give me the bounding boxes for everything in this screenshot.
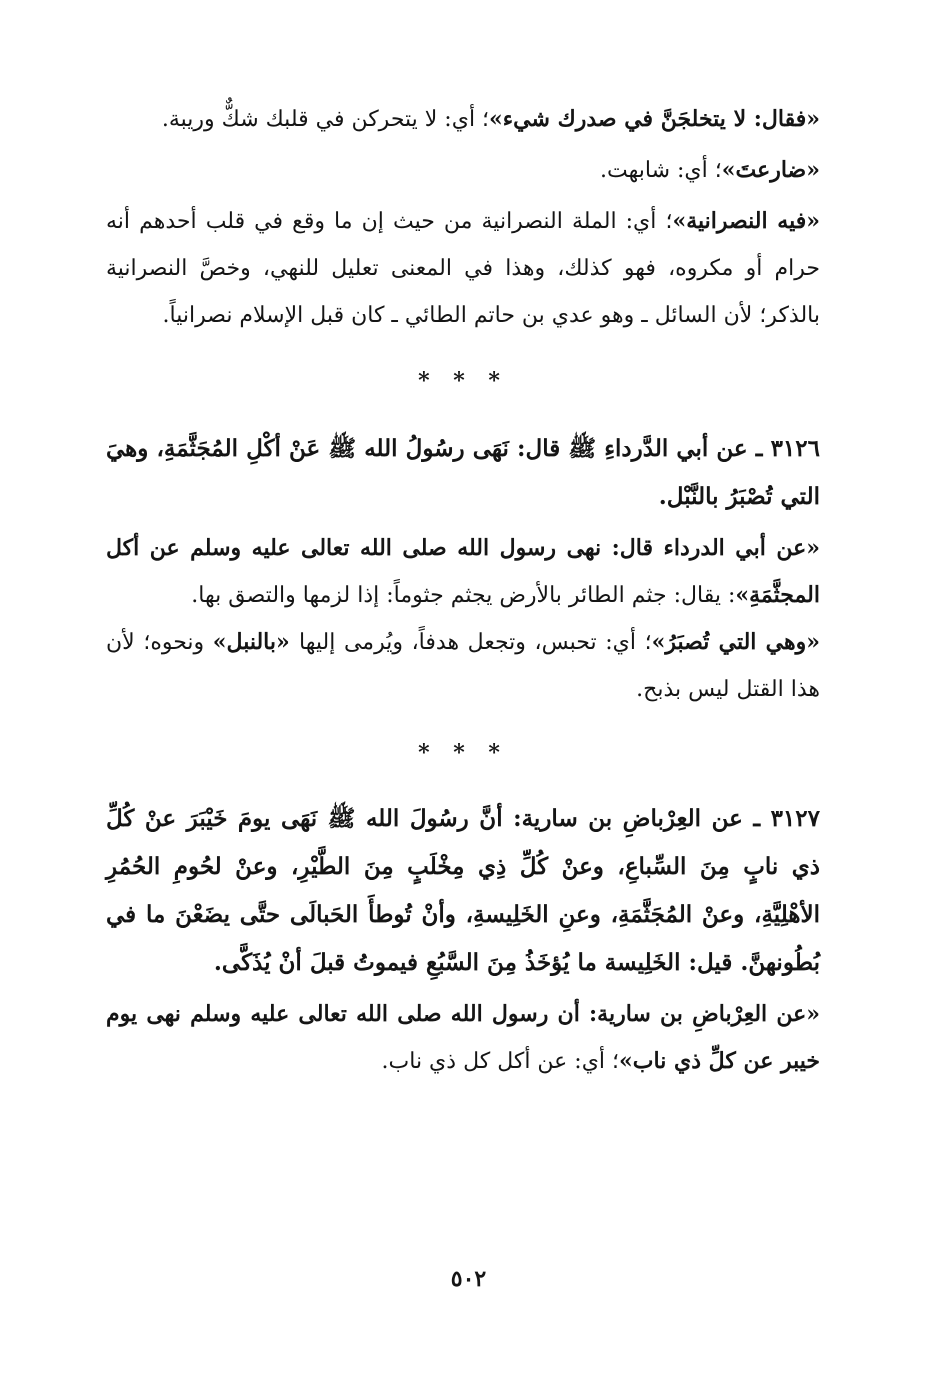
- explanation-text: ؛ أي: شابهت.: [600, 158, 722, 183]
- quoted-phrase: «ضارعتَ»: [721, 157, 820, 183]
- explanation-text: : يقال: جثم الطائر بالأرض يجثم جثوماً: إذا لزمها والتصق بها.: [191, 583, 736, 608]
- explanation-text: ؛ أي: عن أكل كل ذي ناب.: [381, 1049, 620, 1074]
- quoted-phrase: «فقال: لا يتخلجَنَّ في صدرك شيء»: [489, 106, 820, 132]
- quoted-phrase: «فيه النصرانية»: [672, 208, 821, 234]
- explanation-text: ؛ أي: لا يتحركن في قلبك شكٌّ وريبة.: [161, 107, 490, 132]
- quoted-phrase: «عن العِرْباضِ بن سارية: أن رسول الله صلى الله تعالى عليه وسلم نهى يوم خيبر عن كلِّ ذي ناب»: [106, 1001, 820, 1074]
- explanation-text: ؛ أي: تحبس، وتجعل هدفاً، ويُرمى إليها: [299, 630, 652, 655]
- paragraph-commentary-3: [106, 198, 820, 339]
- page-body: [106, 96, 820, 1085]
- paragraph-commentary-6: [106, 991, 820, 1085]
- quoted-phrase-2: «بالنبل»: [212, 629, 300, 655]
- explanation-text-2: ونحوه؛ لأن هذا القتل ليس بذبح.: [106, 630, 820, 702]
- hadith-3126: ٣١٢٦ ـ عن أبي الدَّرداءِ ﷺ قال: نَهَى رسُولُ الله ﷺ عَنْ أكْلِ المُجَثَّمَةِ، وهيَ التي تُصْبَرُ بالنَّبْل.: [106, 435, 820, 510]
- paragraph-commentary-5: [106, 619, 820, 713]
- paragraph-commentary-4: [106, 525, 820, 619]
- quoted-phrase: «عن أبي الدرداء قال: نهى رسول الله صلى الله تعالى عليه وسلم عن أكل المجثَّمَةِ»: [106, 535, 820, 608]
- quoted-phrase: «وهي التي تُصبَرُ»: [651, 629, 820, 655]
- explanation-text: ؛ أي: الملة النصرانية من حيث إن ما وقع في قلب أحدهم أنه حرام أو مكروه، فهو كذلك، وهذا في المعنى تعليل للنهي، وخصَّ النصرانية بالذكر؛ لأن السائل ـ وهو عدي بن حاتم الطائي ـ كان قبل الإسلام نصرانياً.: [106, 209, 820, 328]
- paragraph-commentary-1: [106, 96, 820, 143]
- page-number: ٥٠٢: [450, 1266, 487, 1292]
- section-separator: * * *: [418, 740, 508, 766]
- hadith-3127: ٣١٢٧ ـ عن العِرْباضِ بن سارية: أنَّ رسُولَ الله ﷺ نَهَى يومَ خَيْبَرَ عنْ كُلِّ ذي نابٍ مِنَ السِّباعِ، وعنْ كُلِّ ذِي مِخْلَبٍ مِنَ الطَّيْرِ، وعنْ لحُومِ الحُمُرِ الأهْلِيَّةِ، وعنْ المُجَثَّمَةِ، وعنِ الخَلِيسةِ، وأنْ تُوطأَ الحَبالَى حتَّى يضَعْنَ ما في بُطُونهنَّ. قيل: الخَلِيسة ما يُؤخَذُ مِنَ السَّبُعِ فيموتُ قبلَ أنْ يُذَكَّى.: [106, 805, 820, 976]
- section-separator: * * *: [418, 368, 508, 394]
- paragraph-commentary-2: [106, 147, 820, 194]
